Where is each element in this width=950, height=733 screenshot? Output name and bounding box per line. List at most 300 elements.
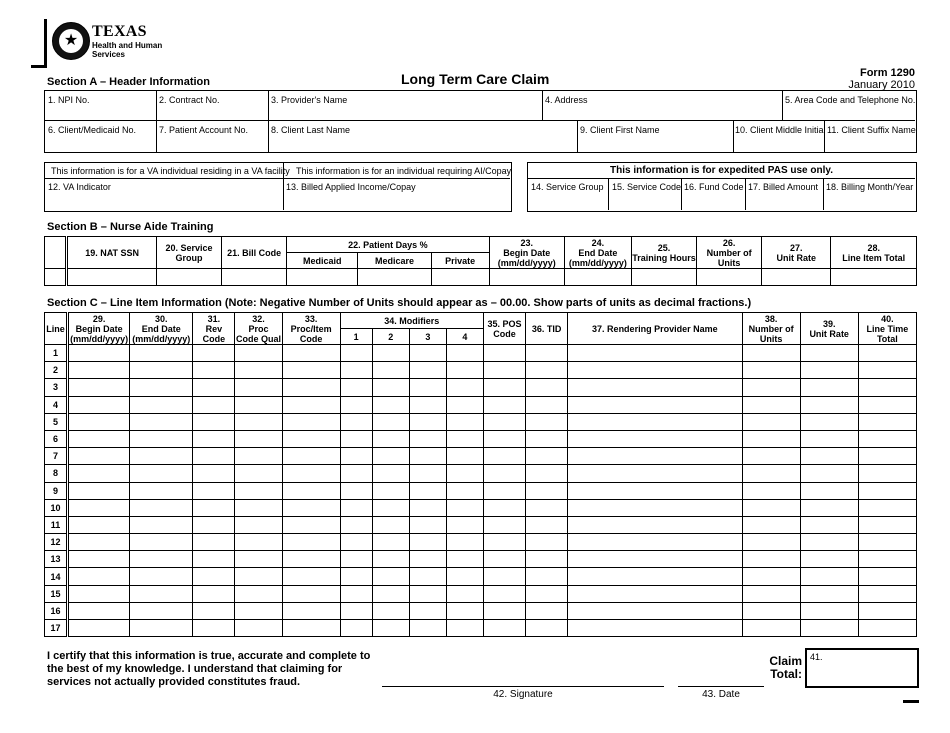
- line-item-cell[interactable]: [409, 585, 446, 602]
- line-item-cell[interactable]: [409, 551, 446, 568]
- line-item-cell[interactable]: [340, 345, 372, 362]
- line-item-cell[interactable]: [235, 430, 282, 447]
- line-item-row[interactable]: [45, 568, 917, 585]
- contract-field[interactable]: 2. Contract No.: [159, 95, 220, 105]
- line-item-cell[interactable]: [742, 534, 800, 551]
- line-item-cell[interactable]: [526, 534, 568, 551]
- line-item-cell[interactable]: [68, 620, 130, 637]
- billed-applied-income-field[interactable]: 13. Billed Applied Income/Copay: [286, 182, 416, 192]
- line-item-cell[interactable]: [800, 551, 858, 568]
- line-item-cell[interactable]: [193, 516, 235, 533]
- line-item-cell[interactable]: [372, 362, 409, 379]
- line-item-cell[interactable]: [568, 362, 742, 379]
- line-item-cell[interactable]: [235, 620, 282, 637]
- line-item-cell[interactable]: [742, 482, 800, 499]
- line-item-cell[interactable]: [282, 499, 340, 516]
- line-item-cell[interactable]: [526, 499, 568, 516]
- line-item-cell[interactable]: [446, 499, 483, 516]
- line-item-cell[interactable]: [409, 430, 446, 447]
- service-code-field[interactable]: 15. Service Code: [612, 182, 682, 192]
- line-item-cell[interactable]: [800, 516, 858, 533]
- line-item-cell[interactable]: [282, 568, 340, 585]
- line-item-cell[interactable]: [409, 448, 446, 465]
- line-item-cell[interactable]: [568, 379, 742, 396]
- line-item-cell[interactable]: [742, 345, 800, 362]
- line-item-cell[interactable]: [372, 482, 409, 499]
- line-item-cell[interactable]: [130, 396, 193, 413]
- signature-line[interactable]: [382, 686, 664, 687]
- line-item-row[interactable]: [45, 362, 917, 379]
- line-item-cell[interactable]: [193, 345, 235, 362]
- line-item-cell[interactable]: [409, 499, 446, 516]
- line-item-cell[interactable]: [130, 482, 193, 499]
- line-item-cell[interactable]: [130, 585, 193, 602]
- client-suffix-field[interactable]: 11. Client Suffix Name: [827, 125, 916, 135]
- line-item-row[interactable]: [45, 482, 917, 499]
- line-item-cell[interactable]: [568, 448, 742, 465]
- line-item-cell[interactable]: [372, 585, 409, 602]
- line-item-cell[interactable]: [526, 362, 568, 379]
- line-item-row[interactable]: [45, 465, 917, 482]
- line-item-cell[interactable]: [409, 379, 446, 396]
- line-item-cell[interactable]: [130, 620, 193, 637]
- line-item-row[interactable]: [45, 345, 917, 362]
- line-item-cell[interactable]: [409, 534, 446, 551]
- line-item-cell[interactable]: [282, 534, 340, 551]
- line-item-cell[interactable]: [235, 551, 282, 568]
- line-item-cell[interactable]: [483, 516, 525, 533]
- line-item-cell[interactable]: [526, 430, 568, 447]
- line-item-cell[interactable]: [800, 396, 858, 413]
- line-item-cell[interactable]: [742, 379, 800, 396]
- line-item-cell[interactable]: [340, 534, 372, 551]
- line-item-cell[interactable]: [372, 534, 409, 551]
- line-item-cell[interactable]: [372, 345, 409, 362]
- line-item-cell[interactable]: [800, 448, 858, 465]
- line-item-cell[interactable]: [193, 465, 235, 482]
- line-item-cell[interactable]: [235, 534, 282, 551]
- line-item-cell[interactable]: [858, 396, 916, 413]
- line-item-cell[interactable]: [483, 585, 525, 602]
- line-item-cell[interactable]: [483, 568, 525, 585]
- line-item-cell[interactable]: [68, 379, 130, 396]
- line-item-cell[interactable]: [409, 482, 446, 499]
- address-field[interactable]: 4. Address: [545, 95, 588, 105]
- line-item-cell[interactable]: [68, 482, 130, 499]
- line-item-cell[interactable]: [446, 379, 483, 396]
- line-item-cell[interactable]: [130, 465, 193, 482]
- line-item-cell[interactable]: [372, 396, 409, 413]
- line-item-cell[interactable]: [282, 379, 340, 396]
- line-item-cell[interactable]: [340, 379, 372, 396]
- line-item-cell[interactable]: [526, 465, 568, 482]
- line-item-cell[interactable]: [193, 534, 235, 551]
- line-item-cell[interactable]: [193, 568, 235, 585]
- line-item-cell[interactable]: [568, 516, 742, 533]
- client-first-name-field[interactable]: 9. Client First Name: [580, 125, 660, 135]
- line-item-cell[interactable]: [235, 448, 282, 465]
- line-item-cell[interactable]: [742, 430, 800, 447]
- line-item-cell[interactable]: [800, 602, 858, 619]
- line-item-cell[interactable]: [568, 585, 742, 602]
- line-item-cell[interactable]: [372, 602, 409, 619]
- line-item-cell[interactable]: [372, 620, 409, 637]
- line-item-cell[interactable]: [446, 465, 483, 482]
- line-item-cell[interactable]: [800, 379, 858, 396]
- line-item-cell[interactable]: [483, 413, 525, 430]
- line-item-cell[interactable]: [193, 585, 235, 602]
- pas-box: [527, 162, 917, 212]
- line-item-cell[interactable]: [483, 345, 525, 362]
- line-item-cell[interactable]: [193, 448, 235, 465]
- line-item-cell[interactable]: [235, 602, 282, 619]
- line-item-cell[interactable]: [282, 551, 340, 568]
- line-item-cell[interactable]: [526, 448, 568, 465]
- line-item-cell[interactable]: [340, 585, 372, 602]
- va-indicator-field[interactable]: 12. VA Indicator: [48, 182, 111, 192]
- line-item-cell[interactable]: [526, 585, 568, 602]
- line-item-cell[interactable]: [372, 465, 409, 482]
- line-item-cell[interactable]: [193, 413, 235, 430]
- line-item-cell[interactable]: [858, 362, 916, 379]
- line-item-cell[interactable]: [800, 585, 858, 602]
- line-item-cell[interactable]: [193, 551, 235, 568]
- line-item-cell[interactable]: [742, 396, 800, 413]
- line-item-cell[interactable]: [526, 396, 568, 413]
- line-item-cell[interactable]: [742, 620, 800, 637]
- line-item-cell[interactable]: [483, 602, 525, 619]
- line-item-cell[interactable]: [742, 413, 800, 430]
- billing-month-field[interactable]: 18. Billing Month/Year: [826, 182, 914, 192]
- line-item-cell[interactable]: [68, 413, 130, 430]
- line-item-cell[interactable]: [446, 362, 483, 379]
- line-item-cell[interactable]: [130, 499, 193, 516]
- line-item-cell[interactable]: [340, 620, 372, 637]
- line-item-cell[interactable]: [800, 413, 858, 430]
- client-middle-initial-field[interactable]: 10. Client Middle Initial: [735, 125, 826, 135]
- line-item-cell[interactable]: [193, 499, 235, 516]
- date-line[interactable]: [678, 686, 764, 687]
- line-item-cell[interactable]: [235, 345, 282, 362]
- modifier-2-header: 2: [372, 329, 409, 345]
- line-item-cell[interactable]: [193, 620, 235, 637]
- line-item-cell[interactable]: [568, 568, 742, 585]
- line-item-cell[interactable]: [68, 448, 130, 465]
- line-item-cell[interactable]: [446, 534, 483, 551]
- line-item-cell[interactable]: [235, 516, 282, 533]
- line-item-cell[interactable]: [858, 499, 916, 516]
- line-item-cell[interactable]: [193, 482, 235, 499]
- line-item-cell[interactable]: [68, 396, 130, 413]
- line-item-cell[interactable]: [568, 602, 742, 619]
- line-item-cell[interactable]: [446, 551, 483, 568]
- line-item-cell[interactable]: [340, 448, 372, 465]
- line-item-cell[interactable]: [409, 413, 446, 430]
- client-medicaid-field[interactable]: 6. Client/Medicaid No.: [48, 125, 137, 135]
- line-item-cell[interactable]: [193, 362, 235, 379]
- line-item-cell[interactable]: [800, 534, 858, 551]
- line-item-cell[interactable]: [568, 499, 742, 516]
- line-item-cell[interactable]: [483, 430, 525, 447]
- line-item-cell[interactable]: [282, 448, 340, 465]
- claim-total-box[interactable]: [805, 648, 919, 688]
- line-item-cell[interactable]: [858, 465, 916, 482]
- line-item-row[interactable]: [45, 448, 917, 465]
- line-item-row[interactable]: [45, 413, 917, 430]
- line-item-cell[interactable]: [446, 396, 483, 413]
- line-item-cell[interactable]: [130, 379, 193, 396]
- line-item-cell[interactable]: [800, 345, 858, 362]
- line-item-cell[interactable]: [800, 620, 858, 637]
- line-item-cell[interactable]: [483, 551, 525, 568]
- claim-total-field-label: 41.: [810, 652, 823, 662]
- provider-name-field[interactable]: 3. Provider's Name: [271, 95, 348, 105]
- line-item-cell[interactable]: [858, 430, 916, 447]
- line-item-cell[interactable]: [483, 534, 525, 551]
- line-item-cell[interactable]: [372, 499, 409, 516]
- line-item-cell[interactable]: [568, 482, 742, 499]
- line-item-cell[interactable]: [68, 585, 130, 602]
- phone-field[interactable]: 5. Area Code and Telephone No.: [785, 95, 916, 105]
- line-item-cell[interactable]: [68, 362, 130, 379]
- line-item-cell[interactable]: [483, 482, 525, 499]
- line-item-cell[interactable]: [130, 430, 193, 447]
- line-item-cell[interactable]: [409, 602, 446, 619]
- line-item-cell[interactable]: [858, 534, 916, 551]
- line-item-cell[interactable]: [68, 516, 130, 533]
- line-item-cell[interactable]: [568, 396, 742, 413]
- logo-bar: [44, 19, 47, 67]
- line-item-cell[interactable]: [282, 430, 340, 447]
- line-item-cell[interactable]: [483, 362, 525, 379]
- line-item-cell[interactable]: [340, 465, 372, 482]
- fund-code-field[interactable]: 16. Fund Code: [684, 182, 744, 192]
- line-item-row[interactable]: [45, 499, 917, 516]
- line-item-cell[interactable]: [446, 345, 483, 362]
- line-item-cell[interactable]: [483, 396, 525, 413]
- line-item-cell[interactable]: [526, 413, 568, 430]
- line-item-cell[interactable]: [372, 448, 409, 465]
- line-item-cell[interactable]: [526, 551, 568, 568]
- line-item-cell[interactable]: [858, 448, 916, 465]
- line-item-cell[interactable]: [858, 413, 916, 430]
- line-item-cell[interactable]: [282, 396, 340, 413]
- line-item-cell[interactable]: [68, 430, 130, 447]
- line-item-cell[interactable]: [568, 345, 742, 362]
- line-item-cell[interactable]: [409, 516, 446, 533]
- line-item-cell[interactable]: [742, 602, 800, 619]
- line-item-cell[interactable]: [446, 430, 483, 447]
- line-item-cell[interactable]: [800, 499, 858, 516]
- line-item-cell[interactable]: [858, 516, 916, 533]
- line-item-cell[interactable]: [372, 413, 409, 430]
- line-item-cell[interactable]: [568, 551, 742, 568]
- line-item-cell[interactable]: [282, 345, 340, 362]
- patient-account-field[interactable]: 7. Patient Account No.: [159, 125, 249, 135]
- line-item-cell[interactable]: [372, 379, 409, 396]
- line-item-cell[interactable]: [858, 379, 916, 396]
- line-item-cell[interactable]: [568, 413, 742, 430]
- line-item-cell[interactable]: [282, 413, 340, 430]
- line-item-cell[interactable]: [130, 448, 193, 465]
- nurse-aide-row[interactable]: [45, 269, 917, 286]
- line-item-cell[interactable]: [742, 551, 800, 568]
- line-item-cell[interactable]: [483, 448, 525, 465]
- line-item-cell[interactable]: [372, 516, 409, 533]
- line-item-cell[interactable]: [446, 568, 483, 585]
- line-item-cell[interactable]: [483, 499, 525, 516]
- line-item-cell[interactable]: [68, 465, 130, 482]
- line-item-cell[interactable]: [282, 516, 340, 533]
- line-item-cell[interactable]: [193, 430, 235, 447]
- line-item-cell[interactable]: [235, 568, 282, 585]
- line-item-cell[interactable]: [340, 430, 372, 447]
- line-item-cell[interactable]: [340, 568, 372, 585]
- line-item-cell[interactable]: [340, 362, 372, 379]
- line-item-cell[interactable]: [568, 534, 742, 551]
- line-item-cell[interactable]: [193, 602, 235, 619]
- line-item-cell[interactable]: [68, 602, 130, 619]
- line-item-cell[interactable]: [526, 602, 568, 619]
- line-item-cell[interactable]: [742, 362, 800, 379]
- line-item-cell[interactable]: [68, 551, 130, 568]
- line-item-cell[interactable]: [409, 345, 446, 362]
- line-item-cell[interactable]: [340, 602, 372, 619]
- line-item-row[interactable]: [45, 585, 917, 602]
- line-number: 9: [45, 482, 68, 499]
- line-item-cell[interactable]: [800, 482, 858, 499]
- line-item-cell[interactable]: [858, 482, 916, 499]
- npi-field[interactable]: 1. NPI No.: [48, 95, 90, 105]
- line-item-cell[interactable]: [68, 345, 130, 362]
- line-item-cell[interactable]: [235, 499, 282, 516]
- line-item-cell[interactable]: [526, 568, 568, 585]
- line-item-cell[interactable]: [372, 568, 409, 585]
- line-item-cell[interactable]: [800, 465, 858, 482]
- line-item-cell[interactable]: [800, 568, 858, 585]
- line-item-cell[interactable]: [130, 345, 193, 362]
- line-item-cell[interactable]: [282, 585, 340, 602]
- line-item-row[interactable]: [45, 379, 917, 396]
- line-item-cell[interactable]: [526, 516, 568, 533]
- line-item-cell[interactable]: [68, 534, 130, 551]
- line-item-cell[interactable]: [409, 362, 446, 379]
- line-item-cell[interactable]: [483, 379, 525, 396]
- line-item-cell[interactable]: [235, 465, 282, 482]
- line-item-cell[interactable]: [742, 516, 800, 533]
- line-item-cell[interactable]: [340, 499, 372, 516]
- line-item-cell[interactable]: [568, 430, 742, 447]
- line-item-row[interactable]: [45, 620, 917, 637]
- line-item-cell[interactable]: [282, 620, 340, 637]
- line-item-cell[interactable]: [340, 413, 372, 430]
- line-item-cell[interactable]: [282, 465, 340, 482]
- line-item-cell[interactable]: [130, 551, 193, 568]
- line-item-cell[interactable]: [526, 379, 568, 396]
- line-item-cell[interactable]: [235, 362, 282, 379]
- line-item-cell[interactable]: [858, 345, 916, 362]
- line-item-cell[interactable]: [858, 551, 916, 568]
- line-item-cell[interactable]: [340, 516, 372, 533]
- line-item-cell[interactable]: [130, 568, 193, 585]
- line-item-cell[interactable]: [858, 620, 916, 637]
- line-item-cell[interactable]: [446, 585, 483, 602]
- line-item-row[interactable]: [45, 516, 917, 533]
- line-item-cell[interactable]: [526, 620, 568, 637]
- line-item-cell[interactable]: [235, 413, 282, 430]
- line-item-cell[interactable]: [446, 602, 483, 619]
- line-item-cell[interactable]: [483, 465, 525, 482]
- line-item-cell[interactable]: [858, 602, 916, 619]
- line-item-cell[interactable]: [372, 430, 409, 447]
- line-item-row[interactable]: [45, 534, 917, 551]
- line-item-cell[interactable]: [409, 620, 446, 637]
- line-item-cell[interactable]: [800, 430, 858, 447]
- line-item-cell[interactable]: [409, 396, 446, 413]
- line-item-row[interactable]: [45, 396, 917, 413]
- line-item-cell[interactable]: [340, 396, 372, 413]
- client-last-name-field[interactable]: 8. Client Last Name: [271, 125, 351, 135]
- line-item-cell[interactable]: [193, 396, 235, 413]
- line-item-row[interactable]: [45, 551, 917, 568]
- line-item-cell[interactable]: [372, 551, 409, 568]
- line-item-cell[interactable]: [568, 465, 742, 482]
- line-item-cell[interactable]: [235, 379, 282, 396]
- line-item-cell[interactable]: [130, 362, 193, 379]
- line-item-cell[interactable]: [193, 379, 235, 396]
- line-item-cell[interactable]: [68, 568, 130, 585]
- line-item-cell[interactable]: [742, 499, 800, 516]
- line-item-cell[interactable]: [742, 465, 800, 482]
- line-item-cell[interactable]: [282, 482, 340, 499]
- line-item-row[interactable]: [45, 430, 917, 447]
- line-item-cell[interactable]: [446, 482, 483, 499]
- line-item-cell[interactable]: [409, 568, 446, 585]
- line-item-cell[interactable]: [446, 620, 483, 637]
- line-item-cell[interactable]: [235, 396, 282, 413]
- line-item-cell[interactable]: [526, 482, 568, 499]
- line-item-cell[interactable]: [282, 602, 340, 619]
- line-item-cell[interactable]: [446, 448, 483, 465]
- line-item-cell[interactable]: [800, 362, 858, 379]
- line-item-cell[interactable]: [340, 551, 372, 568]
- line-item-cell[interactable]: [858, 585, 916, 602]
- line-item-cell[interactable]: [568, 620, 742, 637]
- line-item-cell[interactable]: [526, 345, 568, 362]
- line-item-cell[interactable]: [858, 568, 916, 585]
- line-item-cell[interactable]: [68, 499, 130, 516]
- line-item-cell[interactable]: [130, 413, 193, 430]
- service-group-field[interactable]: 14. Service Group: [531, 182, 604, 192]
- line-item-cell[interactable]: [742, 448, 800, 465]
- line-item-cell[interactable]: [130, 534, 193, 551]
- line-item-cell[interactable]: [483, 620, 525, 637]
- line-item-cell[interactable]: [742, 568, 800, 585]
- line-item-row[interactable]: [45, 602, 917, 619]
- line-item-cell[interactable]: [409, 465, 446, 482]
- line-item-cell[interactable]: [446, 516, 483, 533]
- line-item-cell[interactable]: [130, 602, 193, 619]
- c29-header: 29. Begin Date (mm/dd/yyyy): [68, 313, 130, 345]
- line-item-cell[interactable]: [130, 516, 193, 533]
- line-item-cell[interactable]: [446, 413, 483, 430]
- line-item-cell[interactable]: [340, 482, 372, 499]
- billed-amount-field[interactable]: 17. Billed Amount: [748, 182, 819, 192]
- line-item-cell[interactable]: [742, 585, 800, 602]
- line-item-cell[interactable]: [235, 482, 282, 499]
- line-item-cell[interactable]: [282, 362, 340, 379]
- line-item-cell[interactable]: [235, 585, 282, 602]
